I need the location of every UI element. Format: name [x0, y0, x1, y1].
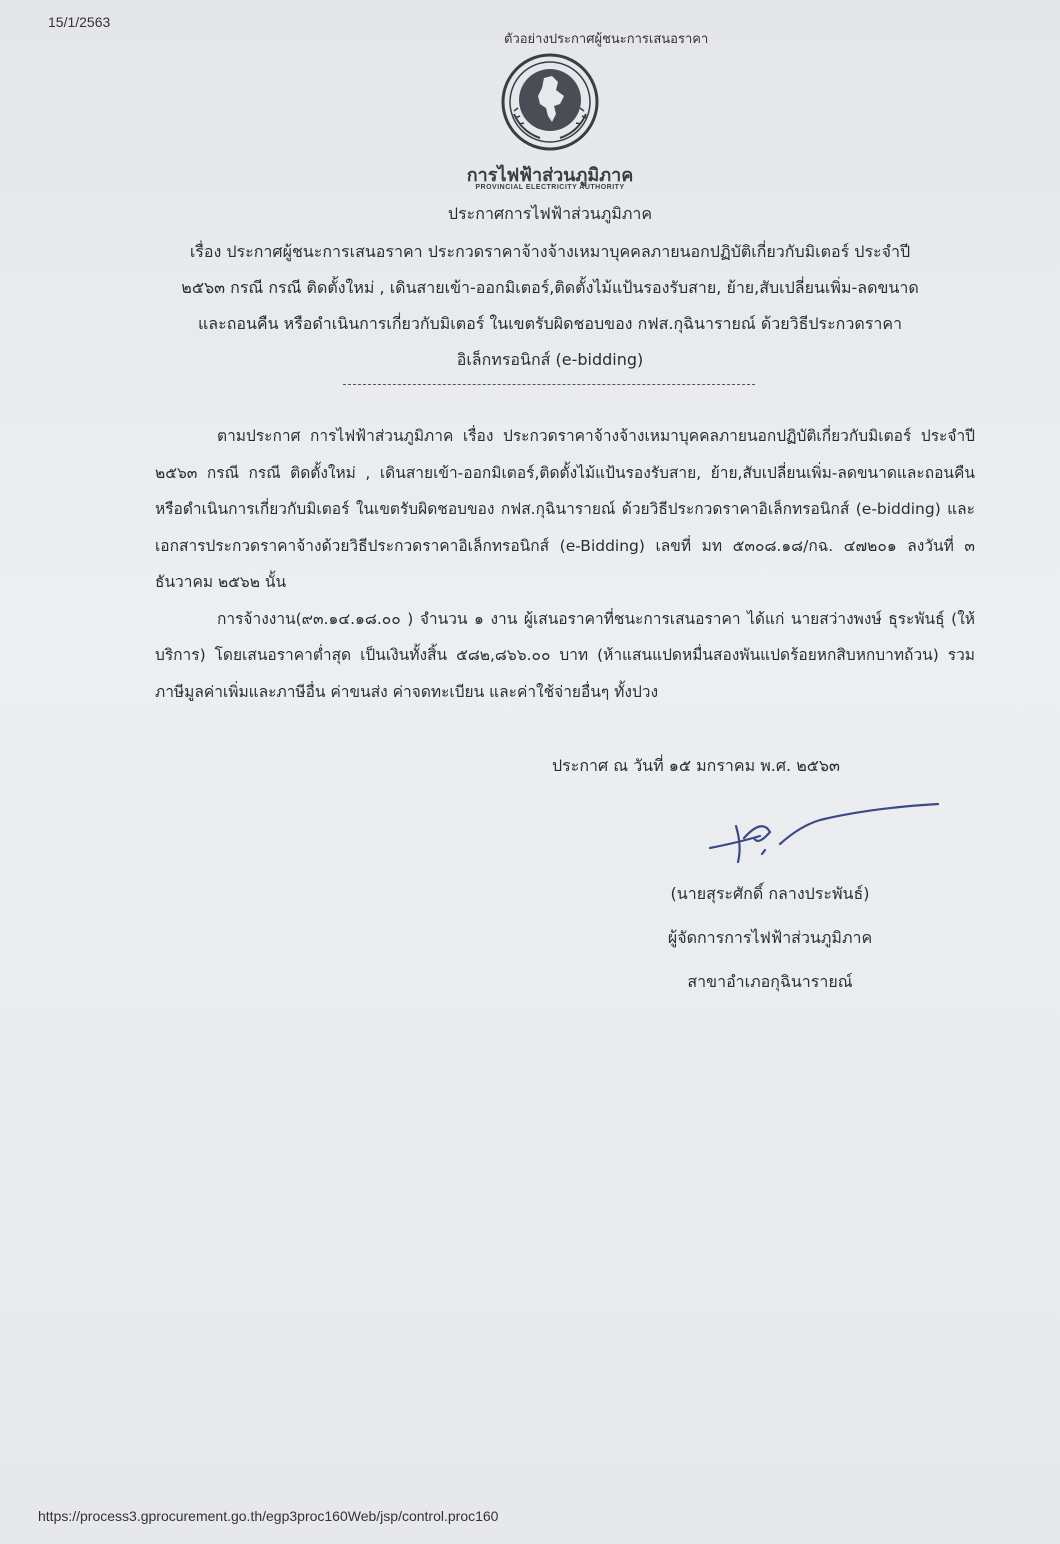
signer-branch: สาขาอำเภอกุฉินารายณ์	[687, 972, 853, 991]
signer-block	[600, 872, 940, 1004]
body-paragraph: ตามประกาศ การไฟฟ้าส่วนภูมิภาค เรื่อง ประกวดราคาจ้างจ้างเหมาบุคคลภายนอกปฏิบัติเกี่ยวกับมิเตอร์ ประจำปี ๒๕๖๓ กรณี กรณี ติดตั้งใหม่ , เดินสายเข้า-ออกมิเตอร์,ติดตั้งไม้แป้นรองรับสาย, ย้าย,สับเปลี่ยนเพิ่ม-ลดขนาดและถอนคืน หรือดำเนินการเกี่ยวกับมิเตอร์ ในเขตรับผิดชอบของ กฟส.กุฉินารายณ์ ด้วยวิธีประกวดราคาอิเล็กทรอนิกส์ (e-bidding) และเอกสารประกวดราคาจ้างด้วยวิธีประกวดราคาอิเล็กทรอนิกส์ (e-Bidding) เลขที่ มท ๕๓๐๘.๑๘/กฉ. ๔๗๒๐๑ ลงวันที่ ๓ ธันวาคม ๒๕๖๒ นั้น	[155, 427, 975, 591]
subject-line: อิเล็กทรอนิกส์ (e-bidding)	[456, 350, 644, 369]
footer-url: https://process3.gprocurement.go.th/egp3proc160Web/jsp/control.proc160	[38, 1508, 499, 1524]
body-paragraph: การจ้างงาน(๙๓.๑๔.๑๘.๐๐ ) จำนวน ๑ งาน ผู้เสนอราคาที่ชนะการเสนอราคา ได้แก่ นายสว่างพงษ์ ธุระพันธุ์ (ให้บริการ) โดยเสนอราคาต่ำสุด เป็นเงินทั้งสิ้น ๕๘๒,๘๖๖.๐๐ บาท (ห้าแสนแปดหมื่นสองพันแปดร้อยหกสิบหกบาทถ้วน) รวมภาษีมูลค่าเพิ่มและภาษีอื่น ค่าขนส่ง ค่าจดทะเบียน และค่าใช้จ่ายอื่นๆ ทั้งปวง	[155, 609, 975, 701]
announcement-date: ประกาศ ณ วันที่ ๑๕ มกราคม พ.ศ. ๒๕๖๓	[552, 756, 840, 775]
signature-icon	[700, 798, 950, 868]
signer-name: (นายสุระศักดิ์ กลางประพันธ์)	[670, 884, 870, 903]
sample-note: ตัวอย่างประกาศผู้ชนะการเสนอราคา	[504, 32, 709, 47]
divider	[343, 384, 755, 385]
subject-line: และถอนคืน หรือดำเนินการเกี่ยวกับมิเตอร์ ในเขตรับผิดชอบของ กฟส.กุฉินารายณ์ ด้วยวิธีประกวดราคา	[197, 314, 903, 333]
pea-logo-icon	[500, 52, 600, 152]
subject-line: เรื่อง ประกาศผู้ชนะการเสนอราคา ประกวดราคาจ้างจ้างเหมาบุคคลภายนอกปฏิบัติเกี่ยวกับมิเตอร์ ประจำปี	[189, 242, 911, 261]
subject-line: ๒๕๖๓ กรณี กรณี ติดตั้งใหม่ , เดินสายเข้า-ออกมิเตอร์,ติดตั้งไม้แป้นรองรับสาย, ย้าย,สับเปลี่ยนเพิ่ม-ลดขนาด	[181, 278, 919, 297]
print-date: 15/1/2563	[48, 14, 111, 30]
announcement-body	[155, 418, 975, 710]
announcement-subject	[130, 234, 970, 378]
signer-position: ผู้จัดการการไฟฟ้าส่วนภูมิภาค	[667, 928, 873, 947]
org-name-english: PROVINCIAL ELECTRICITY AUTHORITY	[475, 184, 625, 191]
announcement-title: ประกาศการไฟฟ้าส่วนภูมิภาค	[447, 204, 653, 223]
org-name-thai: การไฟฟ้าส่วนภูมิภาค	[466, 165, 634, 186]
